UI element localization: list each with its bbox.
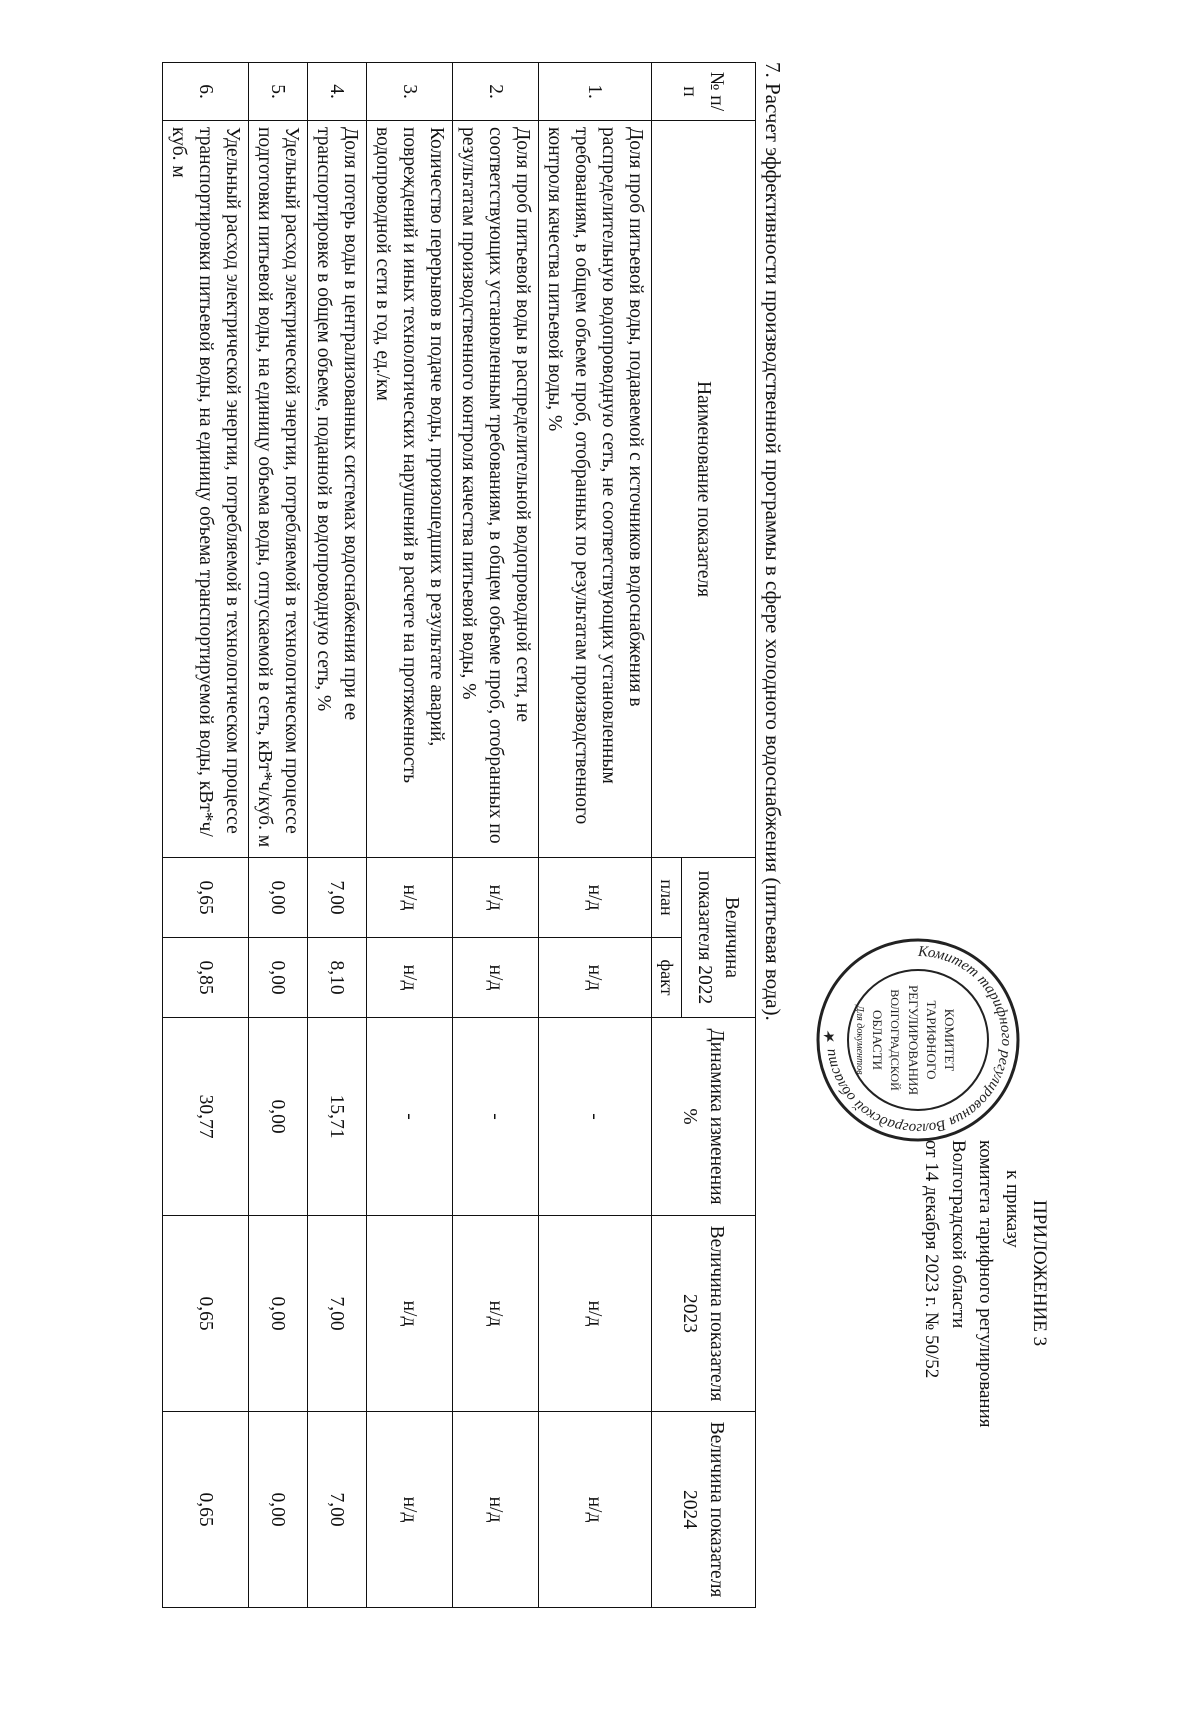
row-num: 2. (453, 63, 539, 121)
row-2024: 0,00 (249, 1412, 308, 1608)
row-fact: 0,85 (163, 938, 249, 1018)
row-fact: н/д (539, 938, 652, 1018)
row-num: 1. (539, 63, 652, 121)
row-fact: 8,10 (308, 938, 367, 1018)
row-dynamics: 30,77 (163, 1018, 249, 1216)
row-2024: н/д (539, 1412, 652, 1608)
table-row (367, 63, 453, 1608)
header-row (682, 63, 756, 1608)
row-num: 4. (308, 63, 367, 121)
row-2024: 0,65 (163, 1412, 249, 1608)
row-fact: н/д (367, 938, 453, 1018)
col-header-num: № п/п (652, 63, 756, 121)
official-seal (813, 935, 1023, 1145)
row-plan: н/д (367, 858, 453, 938)
row-plan: 0,00 (249, 858, 308, 938)
row-num: 6. (163, 63, 249, 121)
svg-text:ОБЛАСТИ: ОБЛАСТИ (870, 1009, 885, 1071)
row-2023: н/д (367, 1216, 453, 1412)
row-dynamics: 15,71 (308, 1018, 367, 1216)
col-header-plan: план (652, 858, 682, 938)
table-row (539, 63, 652, 1608)
row-name: Доля потерь воды в централизованных системах водоснабжения при ее транспортировке в общем объеме, поданной в водопроводную сеть, % (308, 121, 367, 858)
row-plan: 0,65 (163, 858, 249, 938)
col-header-fact: факт (652, 938, 682, 1018)
row-plan: н/д (539, 858, 652, 938)
row-2023: 0,00 (249, 1216, 308, 1412)
row-2023: н/д (453, 1216, 539, 1412)
table-row (249, 63, 308, 1608)
row-name: Удельный расход электрической энергии, потребляемой в технологическом процессе транспортировки питьевой воды, на единицу объема транспортируемой воды, кВт*ч/куб. м (163, 121, 249, 858)
row-plan: 7,00 (308, 858, 367, 938)
row-name: Доля проб питьевой воды, подаваемой с источников водоснабжения в распределительную водопроводную сеть, не соответствующих установленным требованиям, в общем объеме проб, отобранных по результатам производственного контроля качества питьевой воды, % (539, 121, 652, 858)
svg-text:ТАРИФНОГО: ТАРИФНОГО (924, 1000, 939, 1080)
table-row (453, 63, 539, 1608)
row-num: 5. (249, 63, 308, 121)
table-row (308, 63, 367, 1608)
row-dynamics: - (367, 1018, 453, 1216)
col-header-2022: Величина показателя 2022 (682, 858, 756, 1018)
row-fact: н/д (453, 938, 539, 1018)
row-dynamics: 0,00 (249, 1018, 308, 1216)
rotated-sheet (168, 50, 1063, 1650)
appendix-line-2: комитета тарифного регулирования (975, 1140, 996, 1428)
row-dynamics: - (453, 1018, 539, 1216)
row-2023: 7,00 (308, 1216, 367, 1412)
svg-text:КОМИТЕТ: КОМИТЕТ (942, 1008, 957, 1072)
efficiency-table (162, 62, 756, 1608)
row-num: 3. (367, 63, 453, 121)
row-2024: 7,00 (308, 1412, 367, 1608)
appendix-line-4: от 14 декабря 2023 г. № 50/52 (921, 1140, 942, 1379)
row-name: Доля проб питьевой воды в распределительной водопроводной сети, не соответствующих установленным требованиям, в общем объеме проб, отобранных по результатам производственного контроля качества питьевой воды, % (453, 121, 539, 858)
section-title: 7. Расчет эффективности производственной программы в сфере холодного водоснабжения (питьевая вода). (761, 62, 785, 1021)
col-header-2024: Величина показателя 2024 (652, 1412, 756, 1608)
appendix-line-1: к приказу (1002, 1170, 1023, 1248)
row-name: Количество перерывов в подаче воды, произошедших в результате аварий, повреждений и иных технологических нарушений в расчете на протяженность водопроводной сети в год, ед./км (367, 121, 453, 858)
col-header-dynamics: Динамика изменения % (652, 1018, 756, 1216)
col-header-2023: Величина показателя 2023 (652, 1216, 756, 1412)
row-name: Удельный расход электрической энергии, потребляемой в технологическом процессе подготовки питьевой воды, на единицу объема воды, отпускаемой в сеть, кВт*ч/куб. м (249, 121, 308, 858)
svg-text:ВОЛГОГРАДСКОЙ: ВОЛГОГРАДСКОЙ (888, 989, 902, 1091)
appendix-header (918, 1140, 1053, 1560)
row-dynamics: - (539, 1018, 652, 1216)
appendix-line-3: Волгоградской области (948, 1140, 969, 1329)
row-2023: н/д (539, 1216, 652, 1412)
row-plan: н/д (453, 858, 539, 938)
row-fact: 0,00 (249, 938, 308, 1018)
table-row (163, 63, 249, 1608)
col-header-name: Наименование показателя (652, 121, 756, 858)
svg-text:РЕГУЛИРОВАНИЯ: РЕГУЛИРОВАНИЯ (906, 984, 921, 1096)
row-2024: н/д (367, 1412, 453, 1608)
row-2024: н/д (453, 1412, 539, 1608)
svg-text:Для документов: Для документов (854, 1005, 865, 1075)
svg-text:Комитет тарифного регулировани: Комитет тарифного регулирования Волгоградской области ★ (821, 943, 1015, 1137)
appendix-title: ПРИЛОЖЕНИЕ 3 (1029, 1200, 1050, 1347)
row-2023: 0,65 (163, 1216, 249, 1412)
